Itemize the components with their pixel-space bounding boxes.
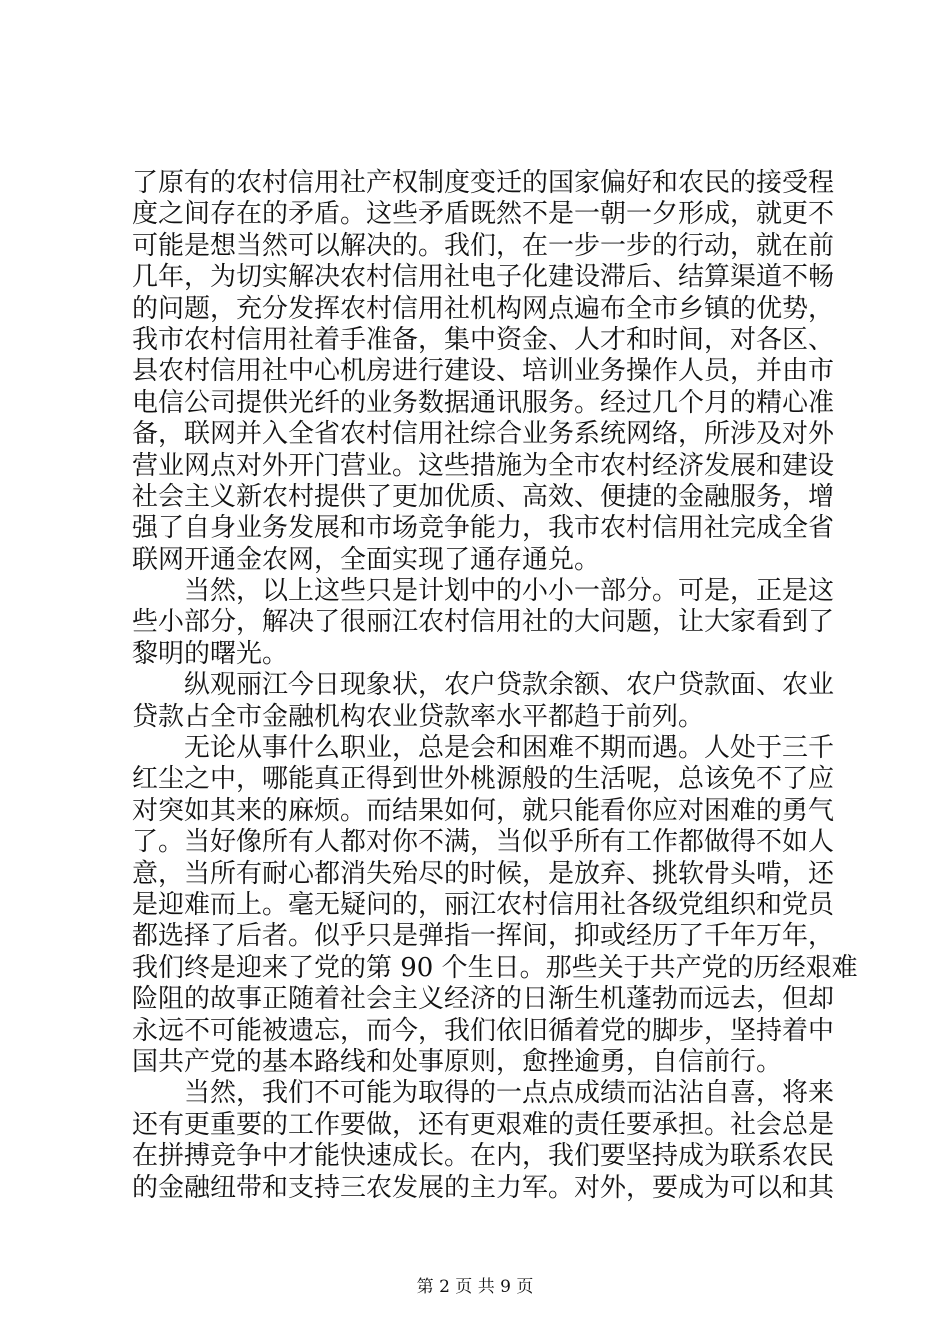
text-line: 国共产党的基本路线和处事原则，愈挫逾勇，自信前行。 xyxy=(132,1046,783,1077)
text-line: 在拼搏竞争中才能快速成长。在内，我们要坚持成为联系农民 xyxy=(132,1141,835,1172)
text-line: 的金融纽带和支持三农发展的主力军。对外，要成为可以和其 xyxy=(132,1172,835,1203)
text-line: 我市农村信用社着手准备，集中资金、人才和时间，对各区、 xyxy=(132,324,835,355)
text-line: 些小部分，解决了很丽江农村信用社的大问题，让大家看到了 xyxy=(132,607,835,638)
text-line: 的问题，充分发挥农村信用社机构网点遍布全市乡镇的优势， xyxy=(132,293,835,324)
text-line: 营业网点对外开门营业。这些措施为全市农村经济发展和建设 xyxy=(132,450,835,481)
text-line: 无论从事什么职业，总是会和困难不期而遇。人处于三千 xyxy=(132,733,835,764)
text-line: 都选择了后者。似乎只是弹指一挥间，抑或经历了千年万年， xyxy=(132,921,835,952)
text-line: 了原有的农村信用社产权制度变迁的国家偏好和农民的接受程 xyxy=(132,168,835,198)
text-line: 对突如其来的麻烦。而结果如何，就只能看你应对困难的勇气 xyxy=(132,795,835,826)
text-line: 红尘之中，哪能真正得到世外桃源般的生活呢，总该免不了应 xyxy=(132,764,835,795)
text-line: 还有更重要的工作要做，还有更艰难的责任要承担。社会总是 xyxy=(132,1109,835,1140)
text-line: 意，当所有耐心都消失殆尽的时候，是放弃、挑软骨头啃，还 xyxy=(132,858,835,889)
text-line: 险阻的故事正随着社会主义经济的日渐生机蓬勃而远去，但却 xyxy=(132,984,835,1015)
body-text xyxy=(132,168,858,1204)
text-line: 当然，以上这些只是计划中的小小一部分。可是，正是这 xyxy=(132,576,835,607)
text-line: 了。当好像所有人都对你不满，当似乎所有工作都做得不如人 xyxy=(132,827,835,858)
text-line: 当然，我们不可能为取得的一点点成绩而沾沾自喜，将来 xyxy=(132,1078,835,1109)
page-number-footer: 第 2 页 共 9 页 xyxy=(416,1277,534,1297)
text-line: 联网开通金农网，全面实现了通存通兑。 xyxy=(132,544,601,575)
text-line: 可能是想当然可以解决的。我们，在一步一步的行动，就在前 xyxy=(132,230,835,261)
text-line: 是迎难而上。毫无疑问的，丽江农村信用社各级党组织和党员 xyxy=(132,889,835,920)
text-line: 强了自身业务发展和市场竞争能力，我市农村信用社完成全省 xyxy=(132,513,835,544)
text-line: 纵观丽江今日现象状，农户贷款余额、农户贷款面、农业 xyxy=(132,670,835,701)
text-line: 备，联网并入全省农村信用社综合业务系统网络，所涉及对外 xyxy=(132,419,835,450)
text-line: 社会主义新农村提供了更加优质、高效、便捷的金融服务，增 xyxy=(132,481,835,512)
text-line: 几年，为切实解决农村信用社电子化建设滞后、结算渠道不畅 xyxy=(132,262,835,293)
text-line: 永远不可能被遗忘，而今，我们依旧循着党的脚步，坚持着中 xyxy=(132,1015,835,1046)
text-line: 黎明的曙光。 xyxy=(132,638,289,669)
text-line: 我们终是迎来了党的第 90 个生日。那些关于共产党的历经艰难 xyxy=(132,952,858,983)
text-line: 贷款占全市金融机构农业贷款率水平都趋于前列。 xyxy=(132,701,705,732)
text-line: 电信公司提供光纤的业务数据通讯服务。经过几个月的精心准 xyxy=(132,387,835,418)
text-line: 县农村信用社中心机房进行建设、培训业务操作人员，并由市 xyxy=(132,356,835,387)
text-line: 度之间存在的矛盾。这些矛盾既然不是一朝一夕形成，就更不 xyxy=(132,199,835,230)
